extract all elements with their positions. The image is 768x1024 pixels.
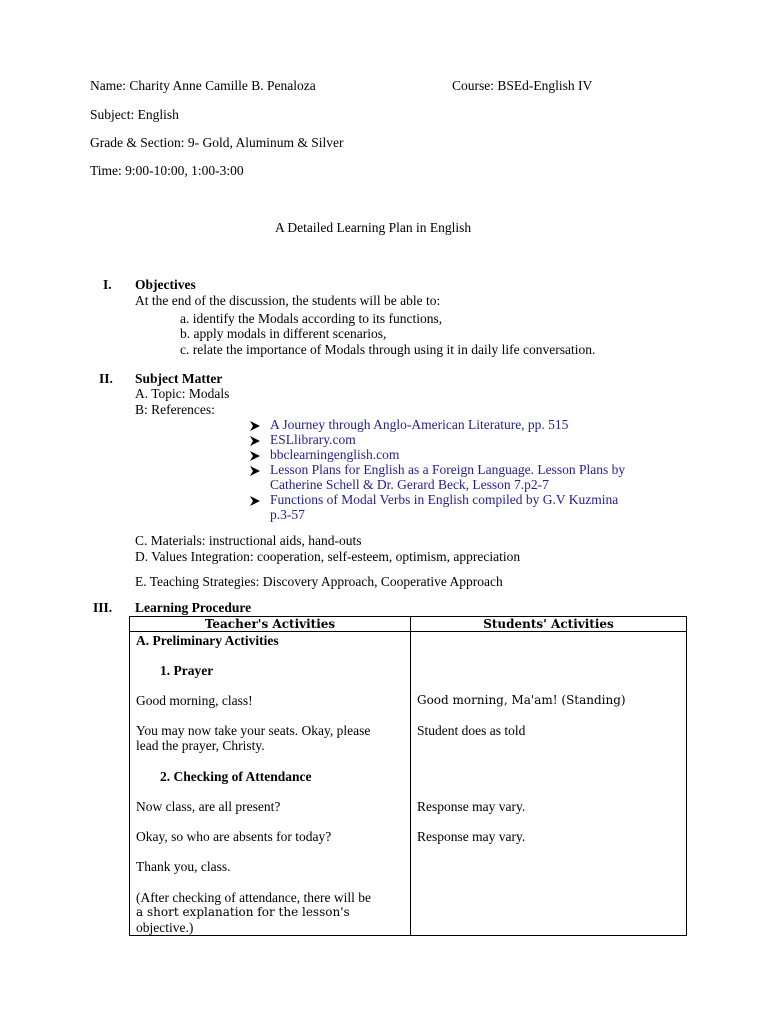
procedure-numeral: III. bbox=[93, 600, 113, 615]
subject: Subject: English bbox=[90, 107, 179, 122]
arrow-bullet-icon bbox=[249, 465, 261, 477]
time: Time: 9:00-10:00, 1:00-3:00 bbox=[90, 163, 244, 178]
column-header-students: Students' Activities bbox=[411, 617, 687, 632]
reference-link[interactable]: p.3-57 bbox=[270, 507, 305, 522]
values-integration: D. Values Integration: cooperation, self-esteem, optimism, appreciation bbox=[135, 549, 521, 564]
teacher-note: objective.) bbox=[136, 920, 194, 935]
reference-link[interactable]: A Journey through Anglo-American Literature, pp. 515 bbox=[270, 417, 569, 432]
teacher-activities-cell bbox=[130, 632, 411, 936]
document-title: A Detailed Learning Plan in English bbox=[275, 220, 472, 235]
attendance-heading: 2. Checking of Attendance bbox=[160, 769, 312, 784]
subject-matter-heading: Subject Matter bbox=[135, 371, 223, 386]
student-line: Response may vary. bbox=[417, 799, 526, 814]
arrow-bullet-icon bbox=[249, 495, 261, 507]
objectives-intro: At the end of the discussion, the students will be able to: bbox=[135, 293, 441, 308]
teacher-line: Now class, are all present? bbox=[136, 799, 281, 814]
reference-link[interactable]: Lesson Plans for English as a Foreign Language. Lesson Plans by bbox=[270, 462, 626, 477]
materials: C. Materials: instructional aids, hand-outs bbox=[135, 533, 362, 548]
course: Course: BSEd-English IV bbox=[452, 78, 593, 93]
prayer-heading: 1. Prayer bbox=[160, 663, 214, 678]
teacher-note: a short explanation for the lesson's bbox=[136, 905, 350, 919]
procedure-heading: Learning Procedure bbox=[135, 600, 252, 615]
student-line: Student does as told bbox=[417, 723, 526, 738]
reference-link[interactable]: bbclearningenglish.com bbox=[270, 447, 400, 462]
grade-section: Grade & Section: 9- Gold, Aluminum & Silver bbox=[90, 135, 344, 150]
teacher-note: (After checking of attendance, there will be bbox=[136, 890, 372, 905]
section-heading: A. Preliminary Activities bbox=[136, 633, 279, 648]
teacher-line: Okay, so who are absents for today? bbox=[136, 829, 332, 844]
arrow-bullet-icon bbox=[249, 420, 261, 432]
objectives-heading: Objectives bbox=[135, 277, 196, 292]
objectives-numeral: I. bbox=[103, 277, 112, 292]
student-line: Response may vary. bbox=[417, 829, 526, 844]
column-header-teacher: Teacher's Activities bbox=[130, 617, 411, 632]
reference-link[interactable]: Functions of Modal Verbs in English compiled by G.V Kuzmina bbox=[270, 492, 619, 507]
reference-link[interactable]: ESLlibrary.com bbox=[270, 432, 356, 447]
teacher-line: Good morning, class! bbox=[136, 693, 253, 708]
students-activities-cell bbox=[411, 632, 687, 936]
student-name: Name: Charity Anne Camille B. Penaloza bbox=[90, 78, 316, 93]
procedure-table bbox=[129, 616, 687, 936]
objective-item: a. identify the Modals according to its functions, bbox=[180, 311, 443, 326]
arrow-bullet-icon bbox=[249, 435, 261, 447]
student-line: Good morning, Ma'am! (Standing) bbox=[417, 693, 626, 707]
objective-item: b. apply modals in different scenarios, bbox=[180, 326, 387, 341]
reference-link[interactable]: Catherine Schell & Dr. Gerard Beck, Lesson 7.p2-7 bbox=[270, 477, 549, 492]
references-label: B: References: bbox=[135, 402, 215, 417]
subject-matter-numeral: II. bbox=[99, 371, 113, 386]
topic: A. Topic: Modals bbox=[135, 386, 230, 401]
teacher-line: You may now take your seats. Okay, please bbox=[136, 723, 371, 738]
arrow-bullet-icon bbox=[249, 450, 261, 462]
teaching-strategies: E. Teaching Strategies: Discovery Approach, Cooperative Approach bbox=[135, 574, 503, 589]
teacher-line: lead the prayer, Christy. bbox=[136, 738, 265, 753]
objective-item: c. relate the importance of Modals through using it in daily life conversation. bbox=[180, 342, 596, 357]
teacher-line: Thank you, class. bbox=[136, 859, 231, 874]
